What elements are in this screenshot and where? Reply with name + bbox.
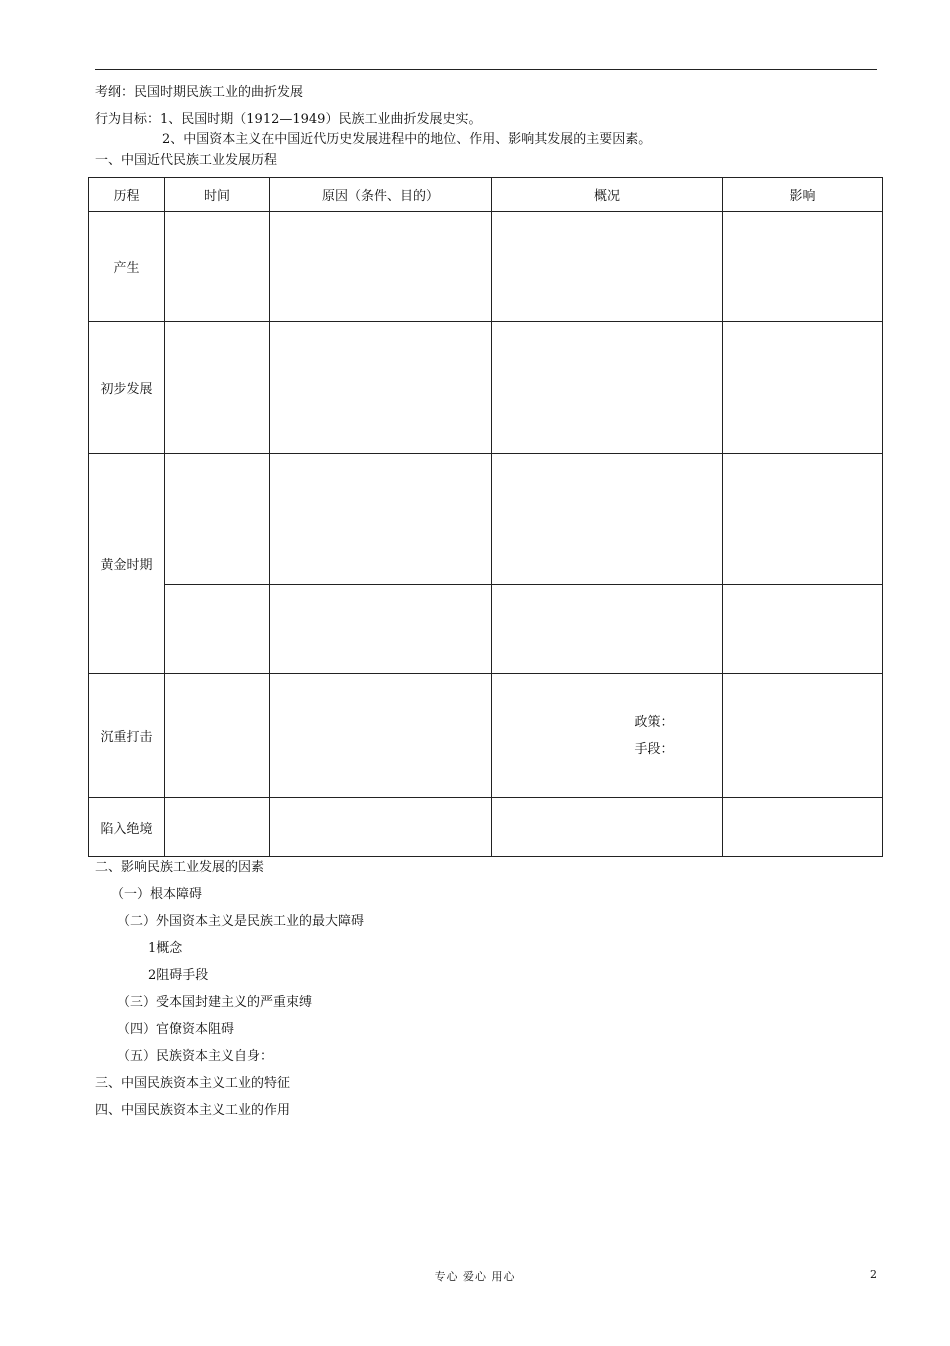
table-cell	[165, 585, 270, 674]
stage-desperate-situation: 陷入绝境	[89, 798, 165, 857]
table-cell	[270, 674, 492, 798]
header-impact: 影响	[723, 178, 883, 212]
stage-heavy-blow: 沉重打击	[89, 674, 165, 798]
table-cell	[492, 454, 723, 585]
table-cell	[723, 798, 883, 857]
table-row	[89, 322, 883, 454]
factor-item-5: （五）民族资本主义自身：	[117, 1049, 274, 1064]
table-cell	[723, 322, 883, 454]
table-cell	[492, 798, 723, 857]
table-cell	[165, 212, 270, 322]
table-row	[89, 585, 883, 674]
page-number: 2	[870, 1268, 877, 1281]
table-header-row	[89, 178, 883, 212]
means-label: 手段：	[634, 741, 674, 757]
header-time: 时间	[165, 178, 270, 212]
overview-policy-cell	[492, 674, 723, 798]
factor-item-3: （三）受本国封建主义的严重束缚	[117, 995, 313, 1010]
table-cell	[492, 322, 723, 454]
factor-item-4: （四）官僚资本阻碍	[117, 1022, 235, 1037]
table-cell	[723, 212, 883, 322]
table-cell	[270, 454, 492, 585]
table-row	[89, 454, 883, 585]
goal-line-1: 行为目标：1、民国时期（1912—1949）民族工业曲折发展史实。	[95, 112, 482, 127]
header-cause: 原因（条件、目的）	[270, 178, 492, 212]
section-4-heading: 四、中国民族资本主义工业的作用	[95, 1103, 291, 1118]
history-table	[88, 177, 883, 857]
header-rule	[95, 69, 877, 70]
table-cell	[723, 585, 883, 674]
factor-item-2b: 2阻碍手段	[148, 968, 209, 983]
table-cell	[492, 585, 723, 674]
section-2-heading: 二、影响民族工业发展的因素	[95, 860, 265, 875]
table-cell	[723, 674, 883, 798]
table-cell	[492, 212, 723, 322]
factor-item-2: （二）外国资本主义是民族工业的最大障碍	[117, 914, 365, 929]
table-row	[89, 674, 883, 798]
table-cell	[723, 454, 883, 585]
stage-emergence: 产生	[89, 212, 165, 322]
table-cell	[270, 798, 492, 857]
table-row	[89, 798, 883, 857]
header-overview: 概况	[492, 178, 723, 212]
table-cell	[270, 322, 492, 454]
table-cell	[270, 212, 492, 322]
goal-line-2: 2、中国资本主义在中国近代历史发展进程中的地位、作用、影响其发展的主要因素。	[162, 132, 652, 147]
table-cell	[165, 798, 270, 857]
table-cell	[165, 674, 270, 798]
policy-label: 政策：	[634, 714, 674, 730]
table-cell	[165, 454, 270, 585]
table-cell	[165, 322, 270, 454]
outline-title: 考纲：民国时期民族工业的曲折发展	[95, 85, 304, 100]
table-row	[89, 212, 883, 322]
section-1-heading: 一、中国近代民族工业发展历程	[95, 153, 278, 168]
header-stage: 历程	[89, 178, 165, 212]
stage-golden-age: 黄金时期	[89, 454, 165, 674]
footer-motto: 专心 爱心 用心	[434, 1270, 516, 1283]
section-3-heading: 三、中国民族资本主义工业的特征	[95, 1076, 291, 1091]
factor-item-1: （一）根本障碍	[111, 887, 203, 902]
stage-initial-development: 初步发展	[89, 322, 165, 454]
factor-item-2a: 1概念	[148, 941, 183, 956]
table-cell	[270, 585, 492, 674]
